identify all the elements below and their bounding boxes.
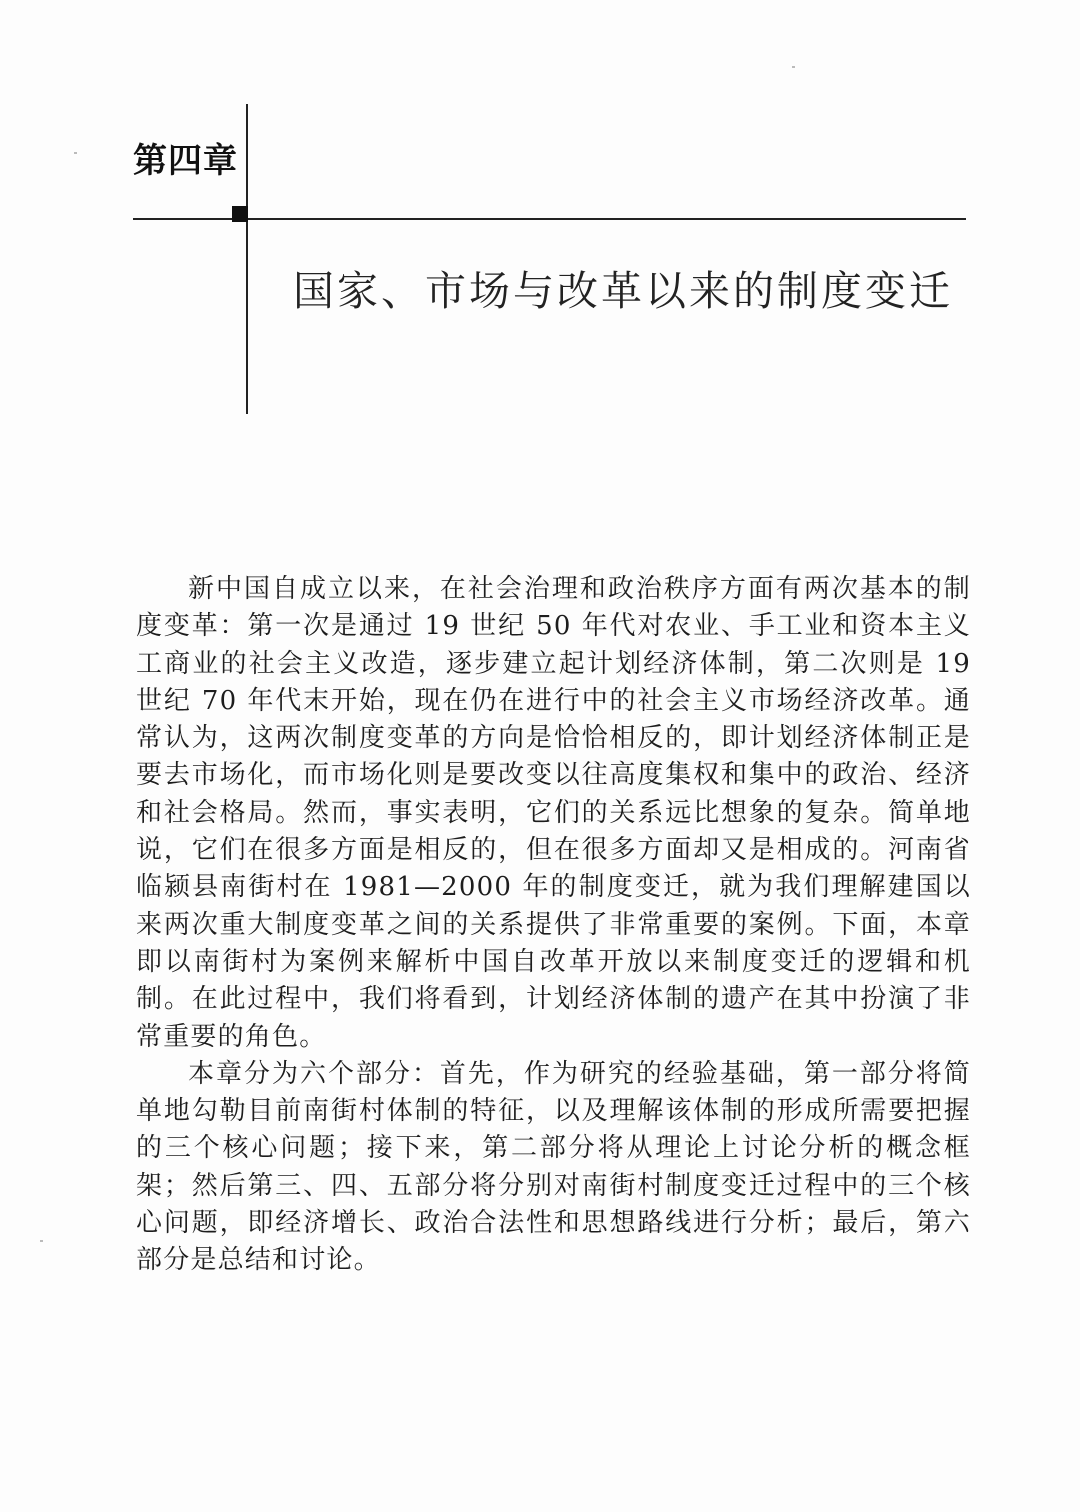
horizontal-rule — [133, 218, 966, 220]
body-text — [136, 571, 971, 1280]
scan-speck — [74, 152, 77, 154]
vertical-rule — [246, 104, 248, 414]
scan-speck — [792, 66, 795, 68]
chapter-title: 国家、市场与改革以来的制度变迁 — [293, 267, 953, 315]
chapter-number: 第四章 — [133, 141, 238, 181]
paragraph-1: 新中国自成立以来，在社会治理和政治秩序方面有两次基本的制度变革：第一次是通过 19 世纪 50 年代对农业、手工业和资本主义工商业的社会主义改造，逐步建立起计划经济体制，第二次则是 19 世纪 70 年代末开始，现在仍在进行中的社会主义市场经济改革。通常认为，这两次制度变革的方向是恰恰相反的，即计划经济体制正是要去市场化，而市场化则是要改变以往高度集权和集中的政治、经济和社会格局。然而，事实表明，它们的关系远比想象的复杂。简单地说，它们在很多方面是相反的，但在很多方面却又是相成的。河南省临颍县南街村在 1981—2000 年的制度变迁，就为我们理解建国以来两次重大制度变革之间的关系提供了非常重要的案例。下面，本章即以南街村为案例来解析中国自改革开放以来制度变迁的逻辑和机制。在此过程中，我们将看到，计划经济体制的遗产在其中扮演了非常重要的角色。 — [136, 574, 971, 1052]
scan-speck — [40, 1240, 43, 1242]
corner-square-ornament — [232, 206, 248, 222]
paragraph-2: 本章分为六个部分：首先，作为研究的经验基础，第一部分将简单地勾勒目前南街村体制的特征，以及理解该体制的形成所需要把握的三个核心问题；接下来，第二部分将从理论上讨论分析的概念框架；然后第三、四、五部分将分别对南街村制度变迁过程中的三个核心问题，即经济增长、政治合法性和思想路线进行分析；最后，第六部分是总结和讨论。 — [136, 1058, 971, 1276]
